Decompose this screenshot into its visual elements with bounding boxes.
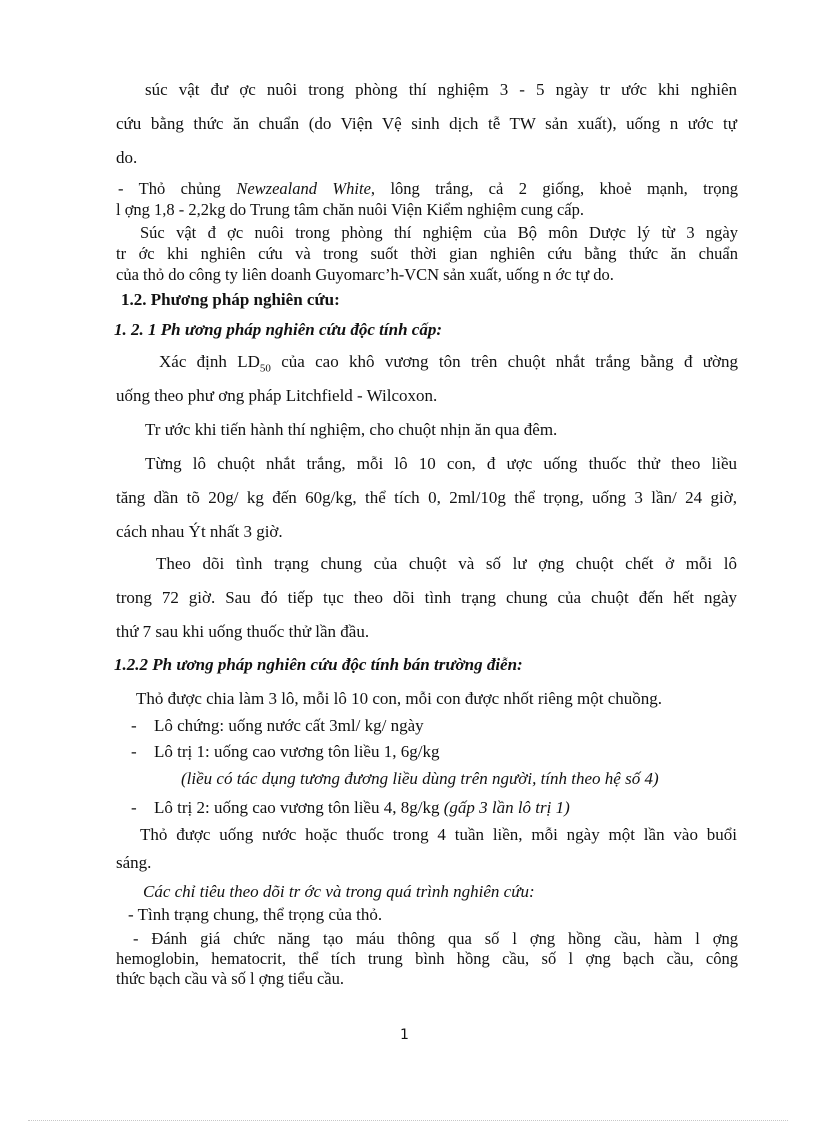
list-note: (gấp 3 lần lô trị 1) xyxy=(443,798,570,817)
subsection-heading: 1.2.2 Ph ương pháp nghiên cứu độc tính bán trường điễn: xyxy=(114,655,523,674)
paragraph-line: l ợng 1,8 - 2,2kg do Trung tâm chăn nuôi Viện Kiểm nghiệm cung cấp. xyxy=(116,200,585,219)
paragraph-line: cách nhau Ýt nhất 3 giờ. xyxy=(116,522,283,541)
paragraph-line: - Đánh giá chức năng tạo máu thông qua số l ợng hồng cầu, hàm l ợng xyxy=(133,929,738,948)
paragraph-line: do. xyxy=(116,148,138,167)
paragraph-line xyxy=(159,345,738,379)
subscript: 50 xyxy=(259,362,271,375)
paragraph-line: Thỏ được chia làm 3 lô, mỗi lô 10 con, mỗi con được nhốt riêng một chuồng. xyxy=(136,689,663,708)
paragraph-line: sáng. xyxy=(116,853,152,872)
paragraph-line: thức bạch cầu và số l ợng tiểu cầu. xyxy=(116,969,344,988)
bullet-dash: - xyxy=(131,716,137,735)
paragraph-line: cứu bằng thức ăn chuẩn (do Viện Vệ sinh dịch tễ TW sản xuất), uống n ước tự xyxy=(116,114,737,133)
paragraph-line: - Tình trạng chung, thể trọng của thỏ. xyxy=(128,905,383,924)
paragraph-line: Thỏ được uống nước hoặc thuốc trong 4 tuần liền, mỗi ngày một lần vào buổi xyxy=(140,825,737,844)
paragraph-line: uống theo phư ơng pháp Litchfield - Wilcoxon. xyxy=(116,386,438,405)
subsection-heading: 1. 2. 1 Ph ương pháp nghiên cứu độc tính cấp: xyxy=(114,320,442,339)
paragraph-line: Các chỉ tiêu theo dõi tr ớc và trong quá trình nghiên cứu: xyxy=(143,882,535,901)
bullet-dash: - xyxy=(131,798,137,817)
list-note: (liều có tác dụng tương đương liều dùng trên người, tính theo hệ số 4) xyxy=(181,769,659,788)
paragraph-line: súc vật đư ợc nuôi trong phòng thí nghiệm 3 - 5 ngày tr ước khi nghiên xyxy=(145,80,737,99)
paragraph-line: hemoglobin, hematocrit, thể tích trung bình hồng cầu, số l ợng bạch cầu, công xyxy=(116,949,738,968)
paragraph-line: trong 72 giờ. Sau đó tiếp tục theo dõi tình trạng chung của chuột đến hết ngày xyxy=(116,588,737,607)
page-bottom-divider xyxy=(28,1120,788,1121)
text-run: của cao khô vương tôn trên chuột nhắt trắng bằng đ ường xyxy=(270,352,738,371)
bullet-dash: - xyxy=(131,742,137,761)
paragraph-line xyxy=(118,178,738,200)
paragraph-line: của thỏ do công ty liên doanh Guyomarc’h-VCN sản xuất, uống n ớc tự do. xyxy=(116,265,614,284)
paragraph-line: Theo dõi tình trạng chung của chuột và số lư ợng chuột chết ở mỗi lô xyxy=(156,554,737,573)
list-item: Lô trị 1: uống cao vương tôn liều 1, 6g/kg xyxy=(154,742,440,761)
paragraph-line: thứ 7 sau khi uống thuốc thử lần đầu. xyxy=(116,622,370,641)
page-number: 1 xyxy=(400,1027,409,1043)
paragraph-line: Súc vật đ ợc nuôi trong phòng thí nghiệm của Bộ môn Dược lý từ 3 ngày xyxy=(140,223,738,242)
section-heading: 1.2. Phương pháp nghiên cứu: xyxy=(121,290,340,309)
paragraph-line: tr ớc khi nghiên cứu và trong suốt thời gian nghiên cứu bằng thức ăn chuẩn xyxy=(116,244,738,263)
list-item: Lô chứng: uống nước cất 3ml/ kg/ ngày xyxy=(154,716,424,735)
text-run: - Thỏ chủng xyxy=(118,179,237,198)
breed-name: Newzealand White xyxy=(236,179,371,198)
paragraph-line: Từng lô chuột nhắt trắng, mỗi lô 10 con, đ ược uống thuốc thử theo liều xyxy=(145,454,737,473)
text-run: Lô trị 2: uống cao vương tôn liều 4, 8g/kg xyxy=(154,798,444,817)
paragraph-line: Tr ước khi tiến hành thí nghiệm, cho chuột nhịn ăn qua đêm. xyxy=(145,420,558,439)
paragraph-line: tăng dần tõ 20g/ kg đến 60g/kg, thể tích 0, 2ml/10g thể trọng, uống 3 lần/ 24 giờ, xyxy=(116,488,737,507)
text-run: Xác định LD xyxy=(159,352,260,371)
text-run: , lông trắng, cả 2 giống, khoẻ mạnh, trọng xyxy=(370,179,738,198)
